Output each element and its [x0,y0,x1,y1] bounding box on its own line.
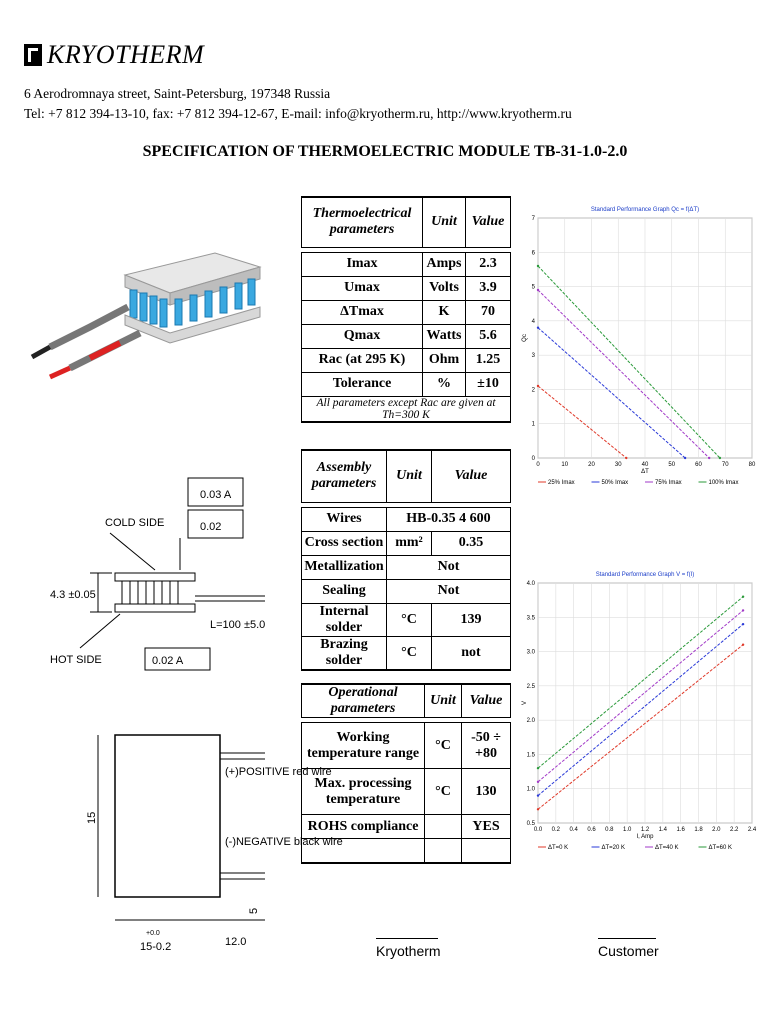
y-tick-label: 6 [531,250,535,257]
x-tick-label: 70 [721,462,729,468]
legend-label: 75% Imax [655,480,682,486]
data-point [537,289,539,291]
cell-value: Not [387,579,511,603]
y-axis-label: V [522,700,528,706]
cell-param: Cross section [302,531,387,555]
cell-unit: K [423,300,466,324]
cell-unit: Watts [423,324,466,348]
lead-label: 5 [248,907,260,914]
x-tick-label: 2.2 [729,827,739,833]
chart-v-vs-i [520,565,760,865]
data-point [537,327,539,329]
assembly-header-param: Assembly parameters [302,450,387,502]
cell-value [462,839,511,864]
cell-value: 5.6 [466,324,511,348]
cell-param: Rac (at 295 K) [302,348,423,372]
thermo-header-unit: Unit [423,197,466,247]
data-point [537,794,539,796]
data-point [537,265,539,267]
x-tick-label: 1.2 [640,827,650,833]
company-logo [24,40,204,70]
legend-label: 50% Imax [601,480,629,486]
y-tick-label: 1 [531,421,535,428]
x-tick-label: 10 [561,462,569,468]
assembly-table [301,449,511,671]
cell-value: Not [387,555,511,579]
cell-unit: Volts [423,276,466,300]
x-tick-label: 40 [641,462,649,468]
cold-side-label: COLD SIDE [105,517,165,529]
cell-param: Max. processing temperature [302,769,425,815]
cell-value: 70 [466,300,511,324]
legend-label: ΔT=40 K [655,845,679,851]
company-contacts [24,84,572,124]
y-tick-label: 3.5 [526,615,535,622]
x-tick-label: 80 [748,462,756,468]
operational-header-value: Value [462,684,511,718]
legend-label: ΔT=20 K [601,845,626,851]
thermo-table [301,196,511,423]
width-tol-label: +0.0 [146,930,160,937]
thermo-header-param: Thermoelectrical parameters [302,197,423,247]
data-point [719,457,721,459]
cell-param: Wires [302,507,387,531]
company-name: KRYOTHERM [47,40,205,69]
kryotherm-logo-icon [24,44,42,66]
signature-customer [598,938,659,959]
table-row [302,300,511,324]
signature-line [598,938,656,939]
signature-kryotherm [376,938,441,959]
y-tick-label: 4 [531,318,535,325]
flatness-label: 0.03 A [200,489,232,501]
cell-param: ΔTmax [302,300,423,324]
table-row [302,507,511,531]
y-tick-label: 0.5 [526,821,535,827]
y-tick-label: 1.5 [526,752,535,759]
operational-header-param: Operational parameters [302,684,425,718]
x-tick-label: 1.6 [676,827,685,833]
cell-unit: mm² [387,531,432,555]
table-row [302,372,511,396]
legend-label: ΔT=0 K [548,845,569,851]
y-tick-label: 1.0 [526,786,535,793]
company-phone-email: Tel: +7 812 394-13-10, fax: +7 812 394-12-67, E-mail: info@kryotherm.ru, http://www.kryotherm.ru [24,106,572,121]
table-row [302,839,511,864]
table-row [302,579,511,603]
table-row [302,276,511,300]
cell-unit: % [423,372,466,396]
page-title: SPECIFICATION OF THERMOELECTRIC MODULE TB-31-1.0-2.0 [142,143,628,160]
cell-value: 3.9 [466,276,511,300]
parallel-label: 0.02 [200,521,222,533]
legend-label: 25% Imax [548,480,575,486]
x-tick-label: 20 [588,462,595,468]
positive-wire-label: (+)POSITIVE red wire [225,766,332,778]
data-point [625,457,627,459]
cell-value: YES [462,815,511,839]
chart-title: Standard Performance Graph V = f(I) [595,572,695,578]
y-tick-label: 5 [531,284,535,291]
assembly-header-unit: Unit [387,450,432,502]
x-axis-label: ΔT [641,469,649,475]
length-label: 12.0 [225,936,247,948]
perp-label: 0.02 A [152,655,184,667]
y-tick-label: 4.0 [526,581,535,587]
y-tick-label: 2 [531,387,535,394]
cell-param: Tolerance [302,372,423,396]
thermo-note: All parameters except Rac are given at Th=300 K [302,396,511,422]
cell-unit [425,815,462,839]
side-view-drawing [50,478,280,698]
cell-param: Working temperature range [302,723,425,769]
table-row [302,636,511,670]
data-point [742,623,744,625]
x-tick-label: 0.2 [551,827,561,833]
data-point [742,609,744,611]
thermo-header-value: Value [466,197,511,247]
data-point [742,644,744,646]
table-row [302,531,511,555]
x-tick-label: 0.0 [533,827,543,833]
company-address: 6 Aerodromnaya street, Saint-Petersburg, 197348 Russia [24,86,331,101]
legend-label: ΔT=60 K [708,845,733,851]
x-tick-label: 1.0 [622,827,632,833]
x-tick-label: 1.4 [658,827,668,833]
y-tick-label: 2.0 [526,718,535,725]
x-tick-label: 0.6 [587,827,596,833]
table-row [302,815,511,839]
cell-value: 2.3 [466,252,511,276]
x-tick-label: 60 [695,462,702,468]
cell-value: not [432,636,511,670]
cell-param: Sealing [302,579,387,603]
cell-value: HB-0.35 4 600 [387,507,511,531]
cell-param: Umax [302,276,423,300]
cell-unit: Ohm [423,348,466,372]
x-tick-label: 0.8 [605,827,614,833]
wire-length-label: L=100 ±5.0 [210,619,266,631]
table-row [302,348,511,372]
cell-value: 139 [432,603,511,636]
width-label: 15-0.2 [140,941,172,953]
y-tick-label: 3 [531,353,535,360]
data-point [537,767,539,769]
side-label: 15 [86,811,98,824]
legend-label: 100% Imax [708,480,739,486]
x-tick-label: 2.0 [712,827,721,833]
x-tick-label: 0 [536,462,540,468]
cell-value: ±10 [466,372,511,396]
thickness-label: 4.3 ±0.05 [50,589,96,601]
y-tick-label: 7 [531,216,535,222]
cell-param: Qmax [302,324,423,348]
top-view-drawing [80,735,343,960]
x-tick-label: 30 [614,462,622,468]
cell-unit: °C [425,723,462,769]
cell-value: 1.25 [466,348,511,372]
cell-param: Internal solder [302,603,387,636]
cell-param: Metallization [302,555,387,579]
negative-wire-label: (-)NEGATIVE black wire [225,836,343,848]
x-tick-label: 1.8 [694,827,703,833]
data-point [742,596,744,598]
x-tick-label: 2.4 [747,827,757,833]
operational-header-unit: Unit [425,684,462,718]
cell-value: 130 [462,769,511,815]
cell-param [302,839,425,864]
cell-value: 0.35 [432,531,511,555]
y-tick-label: 0 [531,456,535,462]
chart-qc-vs-dt [520,200,760,500]
cell-value: -50 ÷ +80 [462,723,511,769]
assembly-header-value: Value [432,450,511,502]
table-row [302,324,511,348]
cell-unit: Amps [423,252,466,276]
y-axis-label: Qc [522,334,528,342]
operational-table [301,683,511,864]
y-tick-label: 3.0 [526,649,535,656]
cell-unit: °C [425,769,462,815]
cell-param: Imax [302,252,423,276]
hot-side-label: HOT SIDE [50,654,102,666]
module-illustration [30,235,270,380]
cell-unit [425,839,462,864]
table-row [302,252,511,276]
data-point [708,457,710,459]
cell-unit: °C [387,603,432,636]
data-point [684,457,686,459]
x-tick-label: 50 [668,462,676,468]
cell-param: Brazing solder [302,636,387,670]
data-point [537,385,539,387]
data-point [537,808,539,810]
table-row [302,603,511,636]
y-tick-label: 2.5 [526,683,535,690]
data-point [537,781,539,783]
x-tick-label: 0.4 [569,827,578,833]
table-row [302,723,511,769]
signature-customer-label: Customer [598,943,659,959]
table-row [302,769,511,815]
chart-title: Standard Performance Graph Qc = f(ΔT) [590,207,700,213]
cell-param: ROHS compliance [302,815,425,839]
x-axis-label: I, Amp [636,834,654,840]
table-row [302,555,511,579]
cell-unit: °C [387,636,432,670]
signature-line [376,938,438,939]
signature-kryotherm-label: Kryotherm [376,943,441,959]
